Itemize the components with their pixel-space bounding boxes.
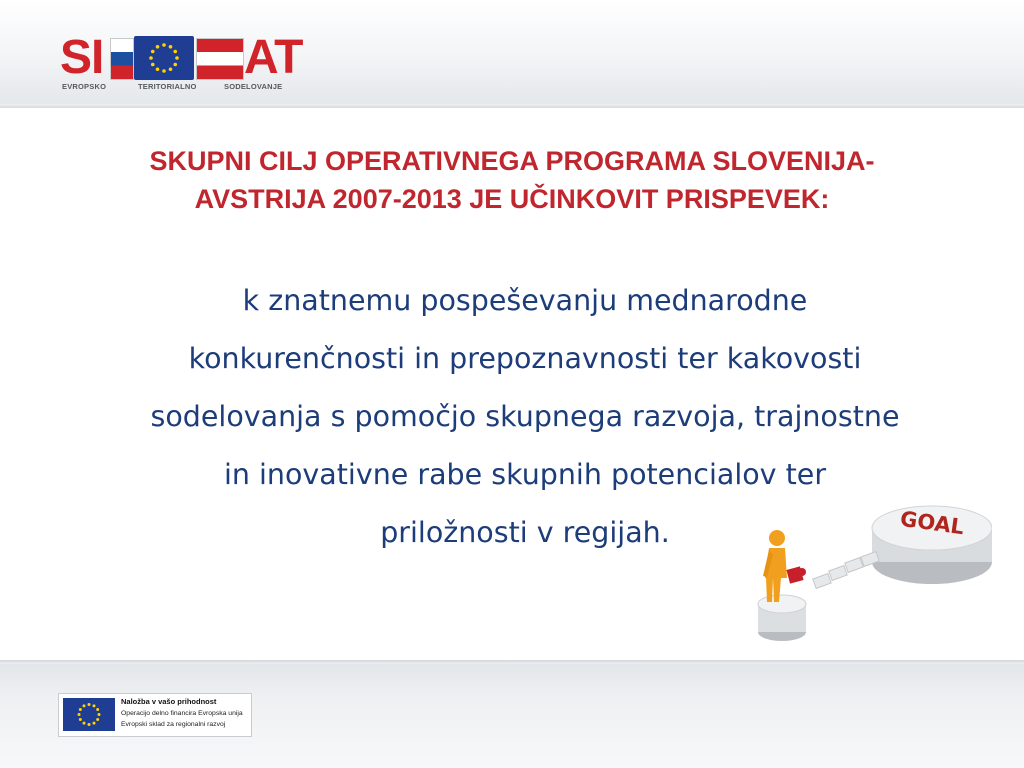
- eu-star-icon: [93, 704, 96, 707]
- logo-si-text: SI: [60, 31, 104, 84]
- eu-star-icon: [83, 704, 86, 707]
- eu-star-icon: [151, 50, 155, 54]
- body-line-3: sodelovanja s pomočjo skupnega razvoja, trajnostne: [150, 400, 900, 433]
- goal-puzzle-figure-icon: [736, 480, 992, 663]
- eu-star-icon: [98, 713, 101, 716]
- eu-flag-icon: [63, 698, 115, 731]
- eu-star-icon: [156, 67, 160, 71]
- eu-star-icon: [173, 63, 177, 67]
- eu-star-icon: [83, 722, 86, 725]
- logo-tag-sodelovanje: SODELOVANJE: [224, 82, 283, 91]
- body-line-5: priložnosti v regijah.: [380, 516, 670, 549]
- body-line-1: k znatnemu pospeševanju mednarodne: [242, 284, 808, 317]
- logo-tag-evropsko: EVROPSKO: [62, 82, 107, 91]
- badge-line-2: Operacijo delno financira Evropska unija: [121, 710, 243, 717]
- eu-star-icon: [162, 69, 166, 73]
- slovenia-flag-icon: [110, 38, 134, 80]
- eu-star-icon: [93, 722, 96, 725]
- eu-star-icon: [162, 43, 166, 47]
- siat-logo: [58, 32, 308, 96]
- austria-flag-icon: [196, 38, 244, 80]
- eu-star-icon: [96, 718, 99, 721]
- body-line-2: konkurenčnosti in prepoznavnosti ter kakovosti: [188, 342, 862, 375]
- eu-star-icon: [173, 50, 177, 54]
- eu-star-icon: [88, 703, 91, 706]
- title-line-1: SKUPNI CILJ OPERATIVNEGA PROGRAMA SLOVENIJA-: [149, 146, 875, 176]
- eu-flag-icon: [134, 36, 194, 80]
- eu-star-icon: [151, 63, 155, 67]
- eu-funding-badge: [58, 693, 252, 737]
- logo-tag-teritorialno: TERITORIALNO: [138, 82, 197, 91]
- badge-headline: Naložba v vašo prihodnost: [121, 697, 217, 706]
- slide-title: [40, 142, 984, 218]
- eu-star-icon: [78, 713, 81, 716]
- eu-star-icon: [88, 723, 91, 726]
- body-line-4: in inovativne rabe skupnih potencialov ter: [223, 458, 827, 491]
- title-line-2: AVSTRIJA 2007-2013 JE UČINKOVIT PRISPEVEK:: [194, 184, 830, 214]
- logo-at-text: AT: [244, 31, 303, 84]
- eu-star-icon: [96, 708, 99, 711]
- logo-tagline: [58, 82, 308, 94]
- eu-star-icon: [79, 718, 82, 721]
- eu-star-icon: [156, 45, 160, 49]
- eu-star-icon: [169, 45, 173, 49]
- eu-star-icon: [169, 67, 173, 71]
- badge-line-3: Evropski sklad za regionalni razvoj: [121, 721, 226, 728]
- eu-star-icon: [175, 56, 179, 60]
- eu-star-icon: [149, 56, 153, 60]
- eu-star-icon: [79, 708, 82, 711]
- goal-label: GOAL: [898, 506, 966, 540]
